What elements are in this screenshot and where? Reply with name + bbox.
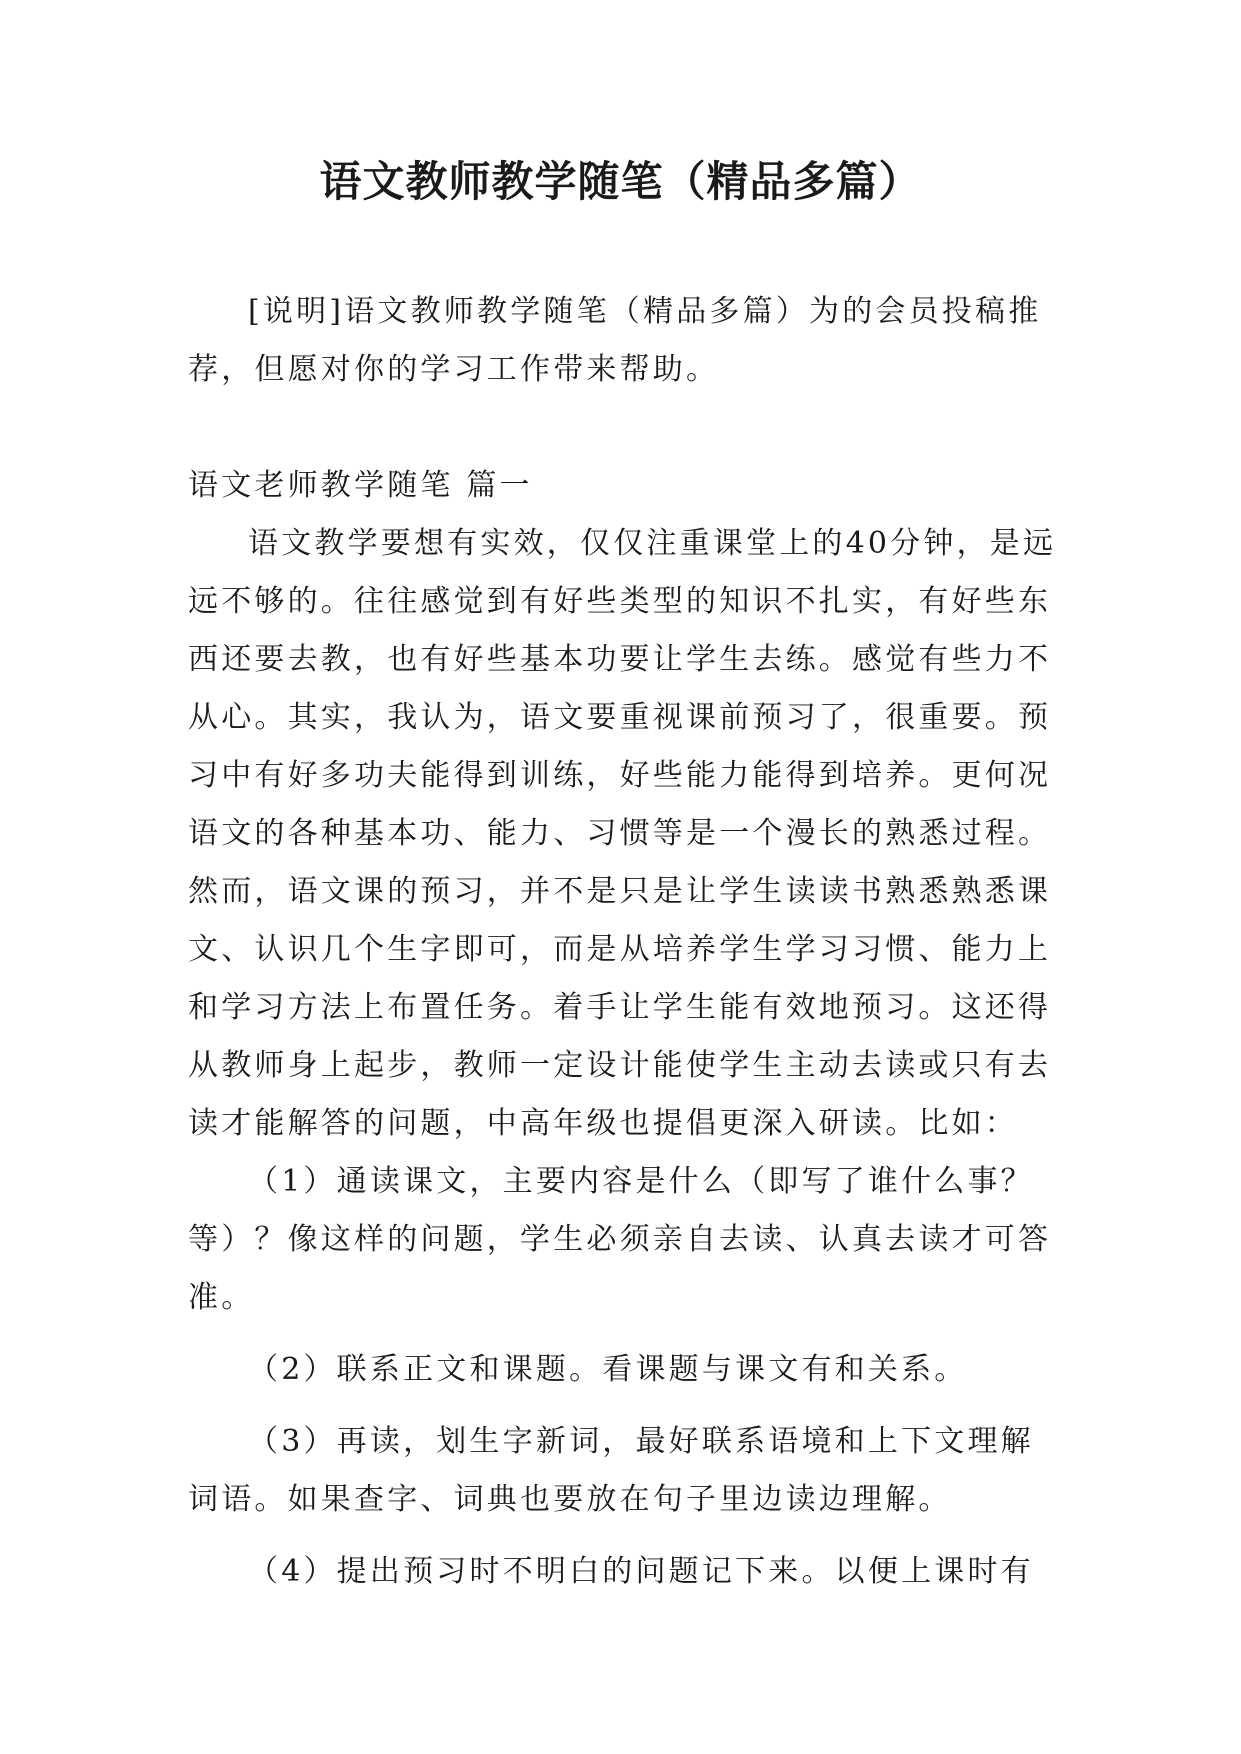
list-item: （2）联系正文和课题。看课题与课文有和关系。: [248, 1352, 968, 1387]
document-title: 语文教师教学随笔（精品多篇）: [319, 157, 922, 206]
list-item: （4）提出预习时不明白的问题记下来。以便上课时有: [248, 1554, 1034, 1589]
document-body: [188, 283, 1060, 1601]
body-paragraph: 语文教学要想有实效，仅仅注重课堂上的40分钟，是远远不够的。往往感觉到有好些类型的知识不扎实，有好些东西还要去教，也有好些基本功要让学生去练。感觉有些力不从心。其实，我认为，语文要重视课前预习了，很重要。预习中有好多功夫能得到训练，好些能力能得到培养。更何况语文的各种基本功、能力、习惯等是一个漫长的熟悉过程。然而，语文课的预习，并不是只是让学生读读书熟悉熟悉课文、认识几个生字即可，而是从培养学生学习习惯、能力上和学习方法上布置任务。着手让学生能有效地预习。这还得从教师身上起步，教师一定设计能使学生主动去读或只有去读才能解答的问题，中高年级也提倡更深入研读。比如：: [188, 526, 1057, 1141]
intro-paragraph: [说明]语文教师教学随笔（精品多篇）为的会员投稿推荐，但愿对你的学习工作带来帮助。: [188, 294, 1042, 387]
section-heading: 语文老师教学随笔 篇一: [188, 468, 533, 503]
list-item: （3）再读，划生字新词，最好联系语境和上下文理解词语。如果查字、词典也要放在句子里边读边理解。: [188, 1424, 1034, 1517]
list-item: （1）通读课文，主要内容是什么（即写了谁什么事？等）？像这样的问题，学生必须亲自去读、认真去读才可答准。: [188, 1164, 1052, 1315]
